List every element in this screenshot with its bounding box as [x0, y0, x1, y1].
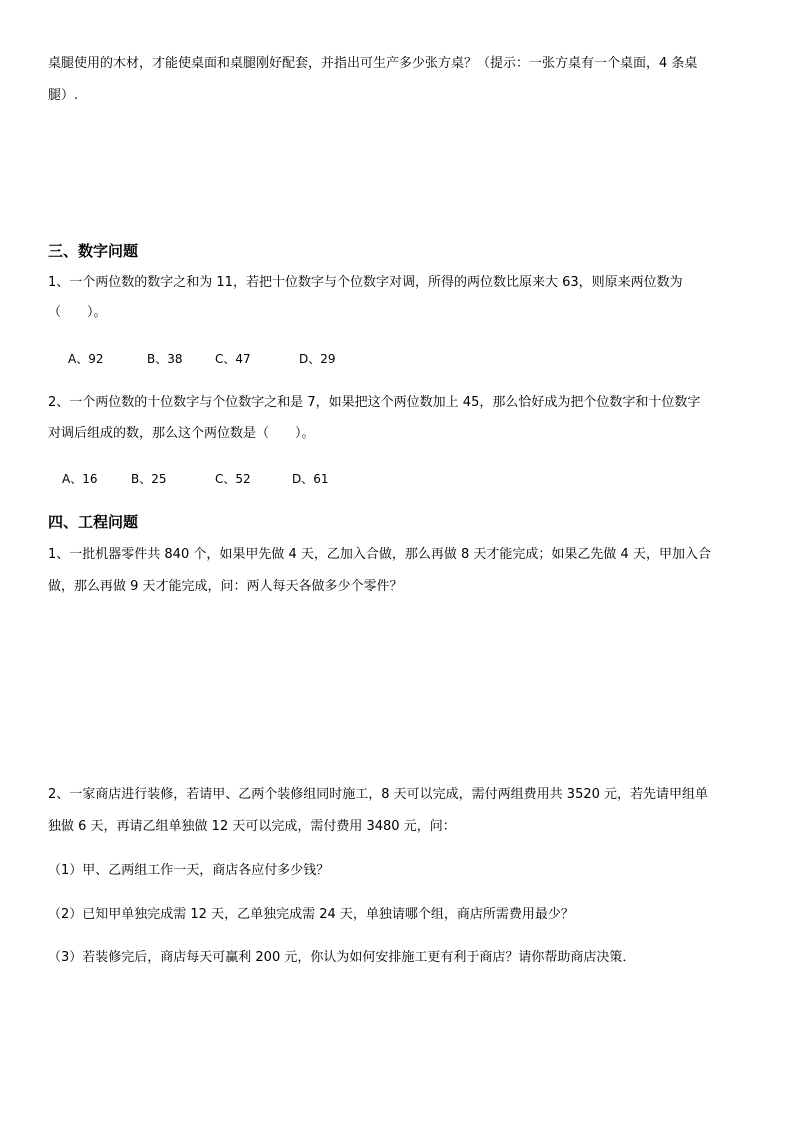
s3-q2-line-2: 对调后组成的数，那么这个两位数是（ ）。 — [48, 426, 315, 441]
s3-q1-options — [68, 351, 388, 367]
s4-q1-line-2: 做，那么再做 9 天才能完成，问：两人每天各做多少个零件？ — [48, 579, 403, 594]
s4-q2-sub-3: （3）若装修完后，商店每天可赢利 200 元，你认为如何安排施工更有利于商店？请你帮助商店决策． — [48, 950, 636, 965]
s3-q2-line-1: 2、一个两位数的十位数字与个位数字之和是 7，如果把这个两位数加上 45，那么恰好成为把个位数字和十位数字 — [48, 395, 701, 410]
s3-q2-option-a: A、16 — [62, 472, 98, 486]
s4-q1-line-1: 1、一批机器零件共 840 个，如果甲先做 4 天，乙加入合做，那么再做 8 天才能完成；如果乙先做 4 天，甲加入合 — [48, 547, 711, 562]
s3-q1-option-a: A、92 — [68, 352, 104, 366]
s3-q1-option-c: C、47 — [215, 352, 251, 366]
s3-q2-option-b: B、25 — [131, 472, 167, 486]
s4-q2-sub-2: （2）已知甲单独完成需 12 天，乙单独完成需 24 天，单独请哪个组，商店所需费用最少？ — [48, 907, 574, 922]
s3-q2-option-c: C、52 — [215, 472, 251, 486]
s4-q2-line-2: 独做 6 天，再请乙组单独做 12 天可以完成，需付费用 3480 元，问： — [48, 819, 456, 834]
s3-q2-option-d: D、61 — [292, 472, 329, 486]
section-heading-number-problems: 三、数字问题 — [48, 242, 139, 260]
intro-line-1: 桌腿使用的木材，才能使桌面和桌腿刚好配套，并指出可生产多少张方桌？（提示：一张方桌有一个桌面，4 条桌 — [48, 56, 698, 71]
s3-q1-option-d: D、29 — [299, 352, 336, 366]
intro-line-2: 腿）. — [48, 88, 79, 103]
s3-q1-line-2: （ ）。 — [48, 305, 107, 320]
s3-q1-option-b: B、38 — [147, 352, 183, 366]
s3-q1-line-1: 1、一个两位数的数字之和为 11，若把十位数字与个位数字对调，所得的两位数比原来大 63，则原来两位数为 — [48, 275, 683, 290]
s4-q2-line-1: 2、一家商店进行装修，若请甲、乙两个装修组同时施工，8 天可以完成，需付两组费用共 3520 元，若先请甲组单 — [48, 787, 709, 802]
section-heading-work-problems: 四、工程问题 — [48, 513, 139, 531]
s4-q2-sub-1: （1）甲、乙两组工作一天，商店各应付多少钱？ — [48, 863, 330, 878]
s3-q2-options — [62, 471, 382, 487]
